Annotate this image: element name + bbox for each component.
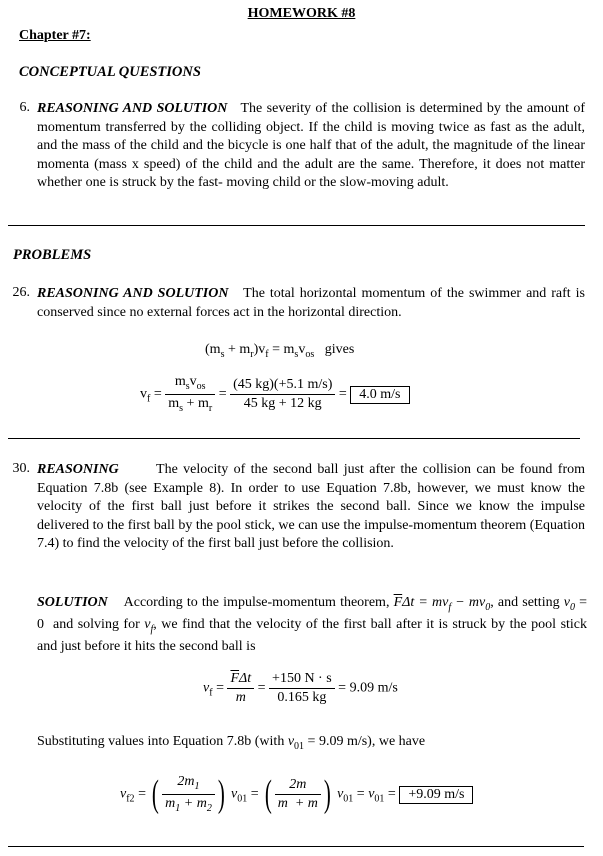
problems-heading: PROBLEMS: [13, 247, 92, 263]
final-velocity-equation: $v_f$ = $\frac{m_sv_{os}}{m_s + m_r}$ = $\frac{(45 kg)(+5.1 m/s)}{45 kg + 12 kg}$ = 4.0 m/s: [140, 375, 410, 414]
sol-line-1b: , and: [490, 595, 519, 610]
subst-value: = 9.09 m/s: [307, 734, 368, 749]
p30-line-2: from Equation 7.8b (see Example 8). In order to use Equation 7.8b, however, we: [37, 462, 586, 496]
question-6-text: [37, 100, 585, 193]
p26-line-2: and raft is conserved since no external forces act in the horizontal direction.: [37, 286, 585, 320]
homework-title: HOMEWORK #8: [247, 6, 356, 21]
question-6-label: REASONING AND SOLUTION: [37, 101, 228, 116]
problem-number-30: 30.: [12, 461, 30, 476]
solution-label: SOLUTION: [37, 595, 108, 610]
q6-line-2: amount of momentum transferred by the colliding object. If the child is moving: [37, 101, 586, 135]
p30-line-5: impulse-momentum theorem (Equation 7.4) to find the velocity of the first ball just: [37, 517, 586, 551]
sol-line-3: struck by the pool stick and just before it hits the second ball is: [37, 617, 588, 654]
question-number-6: 6.: [19, 100, 30, 115]
p30-line-3: must know the velocity of the first ball just before it strikes the second ball. Since: [37, 480, 585, 514]
p30-line-4: we know the impulse delivered to the first ball by the pool stick, we can use the: [37, 499, 586, 533]
q6-line-6: moving child or the slow-moving adult.: [226, 175, 449, 190]
q6-line-5: adult are the same. Therefore, it does not matter whether one is struck by the fast-: [37, 156, 586, 190]
substituting-line: Substituting values into Equation 7.8b (with $v_{01} = 9.09$ m/s), we have: [37, 734, 426, 752]
impulse-fraction: $\frac{\overline{F}\Delta t}{m}$: [227, 672, 254, 705]
numeric-fraction: [230, 378, 335, 411]
chapter-heading: Chapter #7:: [19, 28, 91, 43]
problem-30-reasoning: [37, 461, 585, 554]
problem-30-label: REASONING: [37, 462, 119, 477]
numeric-numerator: (45 kg)(+5.1 m/s): [230, 378, 335, 395]
momentum-conservation-equation: $(m_s + m_r)v_f = m_sv_{os}$ gives: [205, 342, 355, 360]
impulse-numerator: +150 N · s: [269, 672, 335, 689]
divider-1: [8, 225, 585, 226]
mass-ratio-fraction: $\frac{2m_1}{m_1 + m_2}$: [162, 775, 215, 814]
second-ball-velocity-equation: $v_{f2}$ = ( $\frac{2m_1}{m_1 + m_2}$ ) $v_{01}$ = ( $\frac{2m}{m + m}$ ) $v_{01} = v_{01} = +9.09$ m/s: [120, 775, 473, 814]
answer-box-26: 4.0 m/s: [350, 386, 409, 404]
impulse-denominator: 0.165 kg: [277, 690, 327, 705]
divider-2: [8, 438, 580, 439]
subst-a: Substituting values into Equation 7.8b (with: [37, 734, 285, 749]
numeric-denominator: 45 kg + 12 kg: [243, 395, 322, 411]
subst-b: ), we have: [367, 734, 426, 749]
initial-velocity-zero: $v_0$: [563, 595, 575, 613]
sol-line-2a: setting: [522, 595, 560, 610]
p30-line-1: The velocity of the second ball just after the collision can be found: [156, 462, 553, 477]
q6-line-1: The severity of the collision is determined by the: [240, 101, 523, 116]
q6-line-4: the adult, the magnitude of the linear momenta (mass x speed) of the child and the: [37, 138, 586, 172]
sol-line-2c: , we find that the velocity of the first ball after it is: [153, 617, 448, 632]
sol-line-1a: According to the impulse-momentum theorem,: [123, 595, 390, 610]
problem-number-26: 26.: [12, 285, 30, 300]
symbolic-fraction: $\frac{m_sv_{os}}{m_s + m_r}$: [165, 375, 215, 414]
final-velocity-symbol: $v_f$: [144, 617, 154, 635]
impulse-numeric-fraction: [269, 672, 335, 705]
p30-line-6: before the collision.: [282, 536, 394, 551]
conceptual-questions-heading: CONCEPTUAL QUESTIONS: [19, 64, 201, 80]
impulse-momentum-theorem: $\overline{F}\Delta t = mv_f - mv_0$: [393, 595, 491, 613]
velocity-after-impulse-equation: $v_f$ = $\frac{\overline{F}\Delta t}{m}$ = $\frac{+150 N \cdot s}{0.165 kg}$ = 9.09 m/s: [203, 671, 398, 705]
problem-30-solution: SOLUTION According to the impulse-momentum theorem, $\overline{F}\Delta t = mv_f - mv_0$, and setting $v_0 = 0$ and solving for $v_f$, we find that the velocity of the first ball after it is struck by the pool stick and just before it hits the second ball is: [37, 595, 588, 654]
answer-box-30: +9.09 m/s: [399, 786, 473, 804]
problem-26-label: REASONING AND SOLUTION: [37, 286, 229, 301]
impulse-result: = 9.09 m/s: [338, 680, 398, 696]
equal-mass-fraction: $\frac{2m}{m + m}$: [275, 778, 321, 811]
sol-line-2b: and solving for: [53, 617, 140, 632]
problem-26-text: [37, 285, 585, 322]
q6-line-3: twice as fast as the adult, and the mass of the child and the bicycle is one half that of: [37, 119, 586, 153]
p26-line-1: The total horizontal momentum of the swimmer: [243, 286, 522, 301]
divider-3: [8, 846, 584, 847]
gives-word: gives: [324, 342, 355, 357]
